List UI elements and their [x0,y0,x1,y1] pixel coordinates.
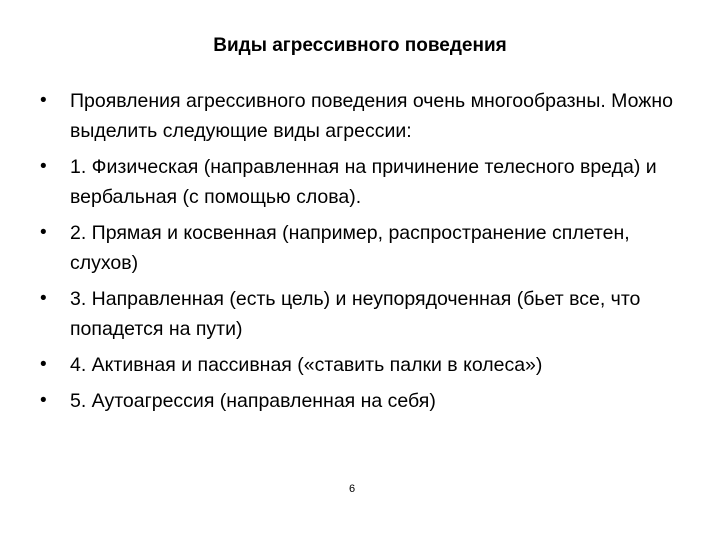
bullet-dot-icon: • [40,222,47,243]
bullet-dot-icon: • [40,390,47,411]
bullet-item [40,386,700,416]
bullet-item [40,152,700,212]
page-number: 6 [348,483,356,495]
bullet-dot-icon: • [40,156,47,177]
bullet-text: 3. Направленная (есть цель) и неупорядоченная (бьет все, что попадется на пути) [70,288,641,340]
bullet-dot-icon: • [40,354,47,375]
bullet-item [40,284,700,344]
bullet-dot-icon: • [40,288,47,309]
bullet-list [40,86,700,422]
bullet-item [40,86,700,146]
bullet-text: Проявления агрессивного поведения очень многообразны. Можно выделить следующие виды агрессии: [70,90,673,142]
bullet-item [40,350,700,380]
bullet-text: 5. Аутоагрессия (направленная на себя) [70,390,436,412]
bullet-item [40,218,700,278]
slide-title: Виды агрессивного поведения [213,35,507,56]
bullet-text: 4. Активная и пассивная («ставить палки в колеса») [70,354,543,376]
bullet-dot-icon: • [40,90,47,111]
bullet-text: 1. Физическая (направленная на причинение телесного вреда) и вербальная (с помощью слова). [70,156,657,208]
bullet-text: 2. Прямая и косвенная (например, распространение сплетен, слухов) [70,222,630,274]
